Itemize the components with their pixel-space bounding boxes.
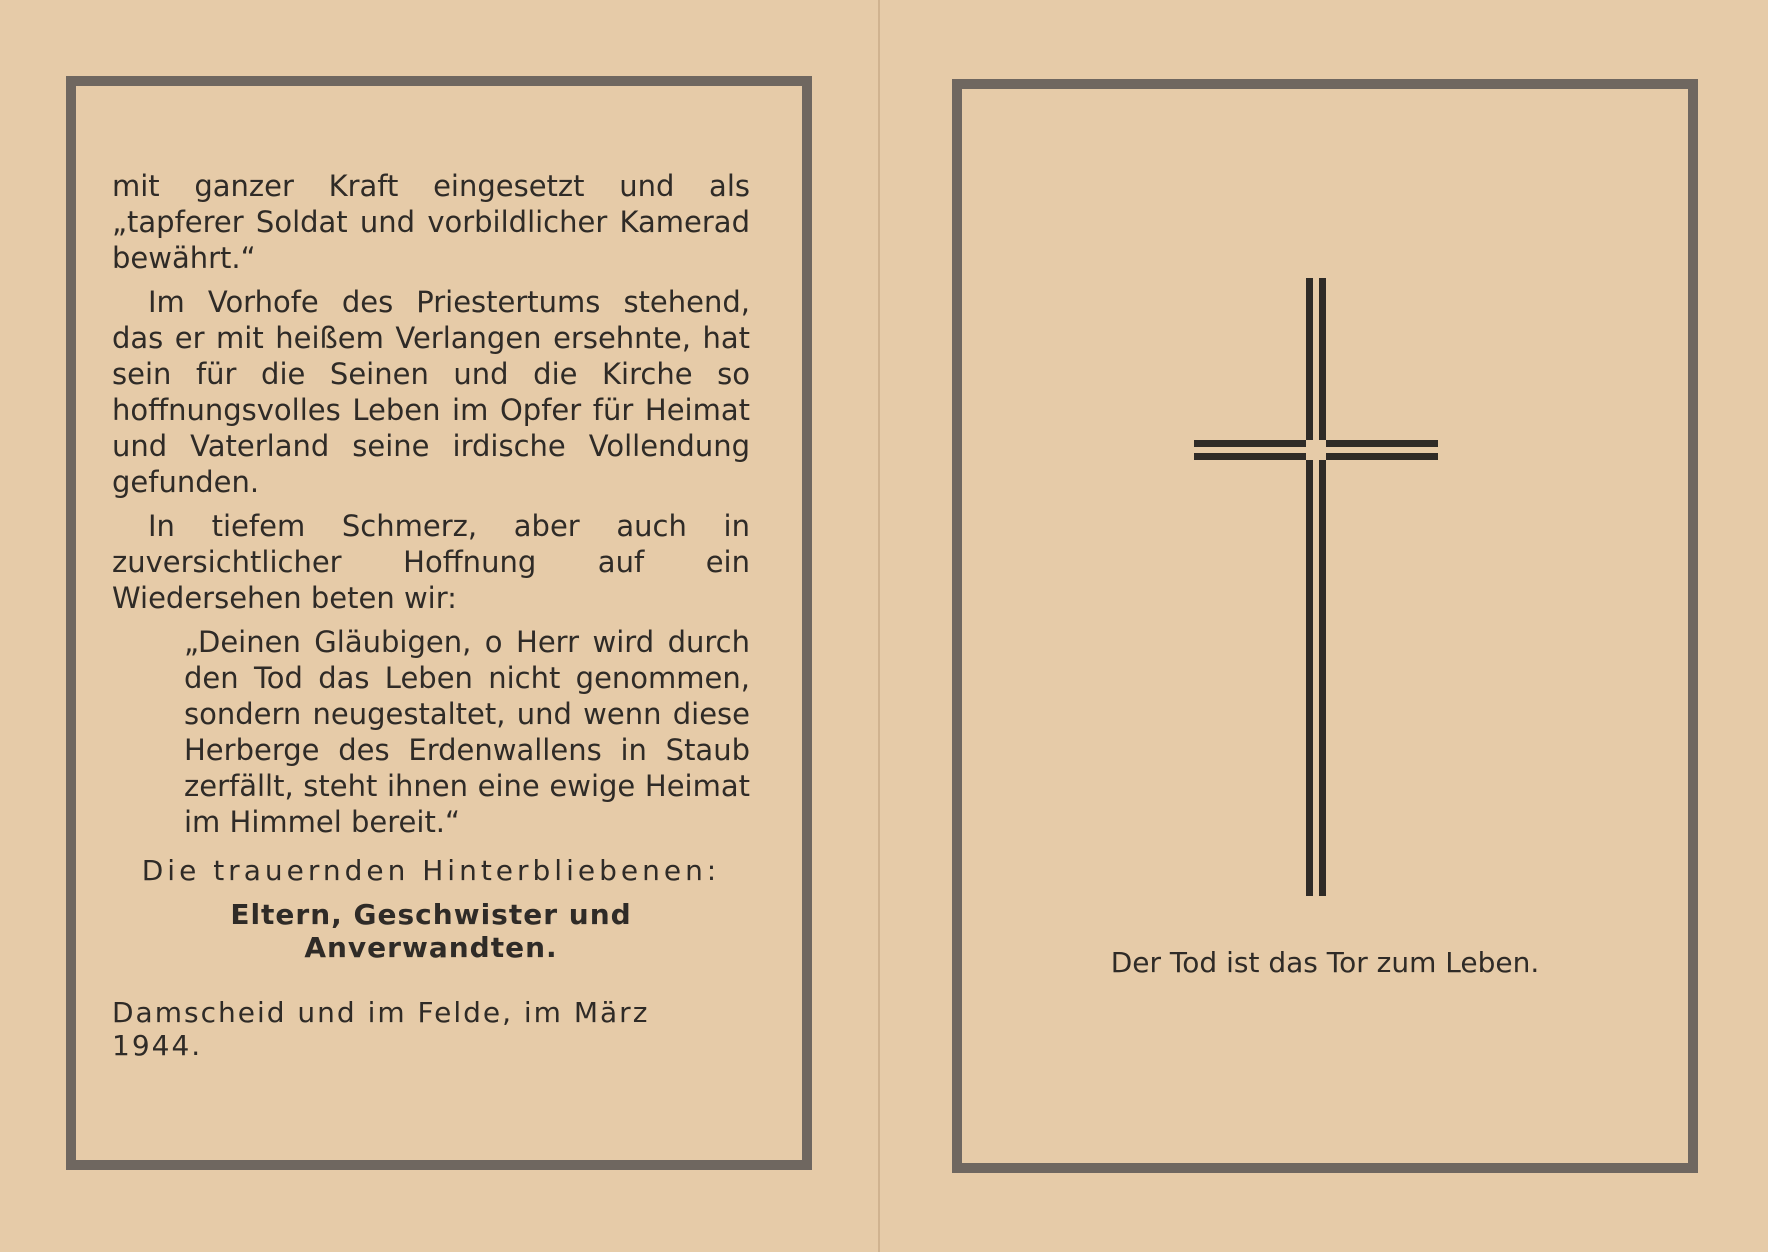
motto: Der Tod ist das Tor zum Leben. bbox=[1110, 946, 1540, 979]
place-date: Damscheid und im Felde, im März 1944. bbox=[112, 996, 650, 1062]
center-fold bbox=[878, 0, 880, 1252]
prayer-quote: „Deinen Gläubigen, o Herr wird durch den Tod das Leben nicht genommen, sondern neugestaltet, und wenn diese Herberge des Erdenwallens in Staub zerfällt, steht ihnen eine ewige Heimat im Himmel bereit.“ bbox=[184, 625, 750, 839]
paragraph-2: Im Vorhofe des Priestertums stehend, das er mit heißem Verlangen ersehnte, hat sein für die Seinen und die Kirche so hoffnungsvolles Leben im Opfer für Heimat und Vaterland seine irdische Vollendung gefunden. bbox=[112, 285, 750, 499]
left-panel-text bbox=[112, 168, 750, 840]
paragraph-3: In tiefem Schmerz, aber auch in zuversichtlicher Hoffnung auf ein Wiedersehen beten wir: bbox=[112, 509, 750, 615]
paragraph-1: mit ganzer Kraft eingesetzt und als „tapferer Soldat und vorbildlicher Kamerad bewährt.“ bbox=[112, 169, 750, 275]
mourners-names: Eltern, Geschwister und Anverwandten. bbox=[230, 898, 632, 964]
cross-icon bbox=[1194, 278, 1438, 896]
mourners-title: Die trauernden Hinterbliebenen: bbox=[141, 854, 721, 887]
